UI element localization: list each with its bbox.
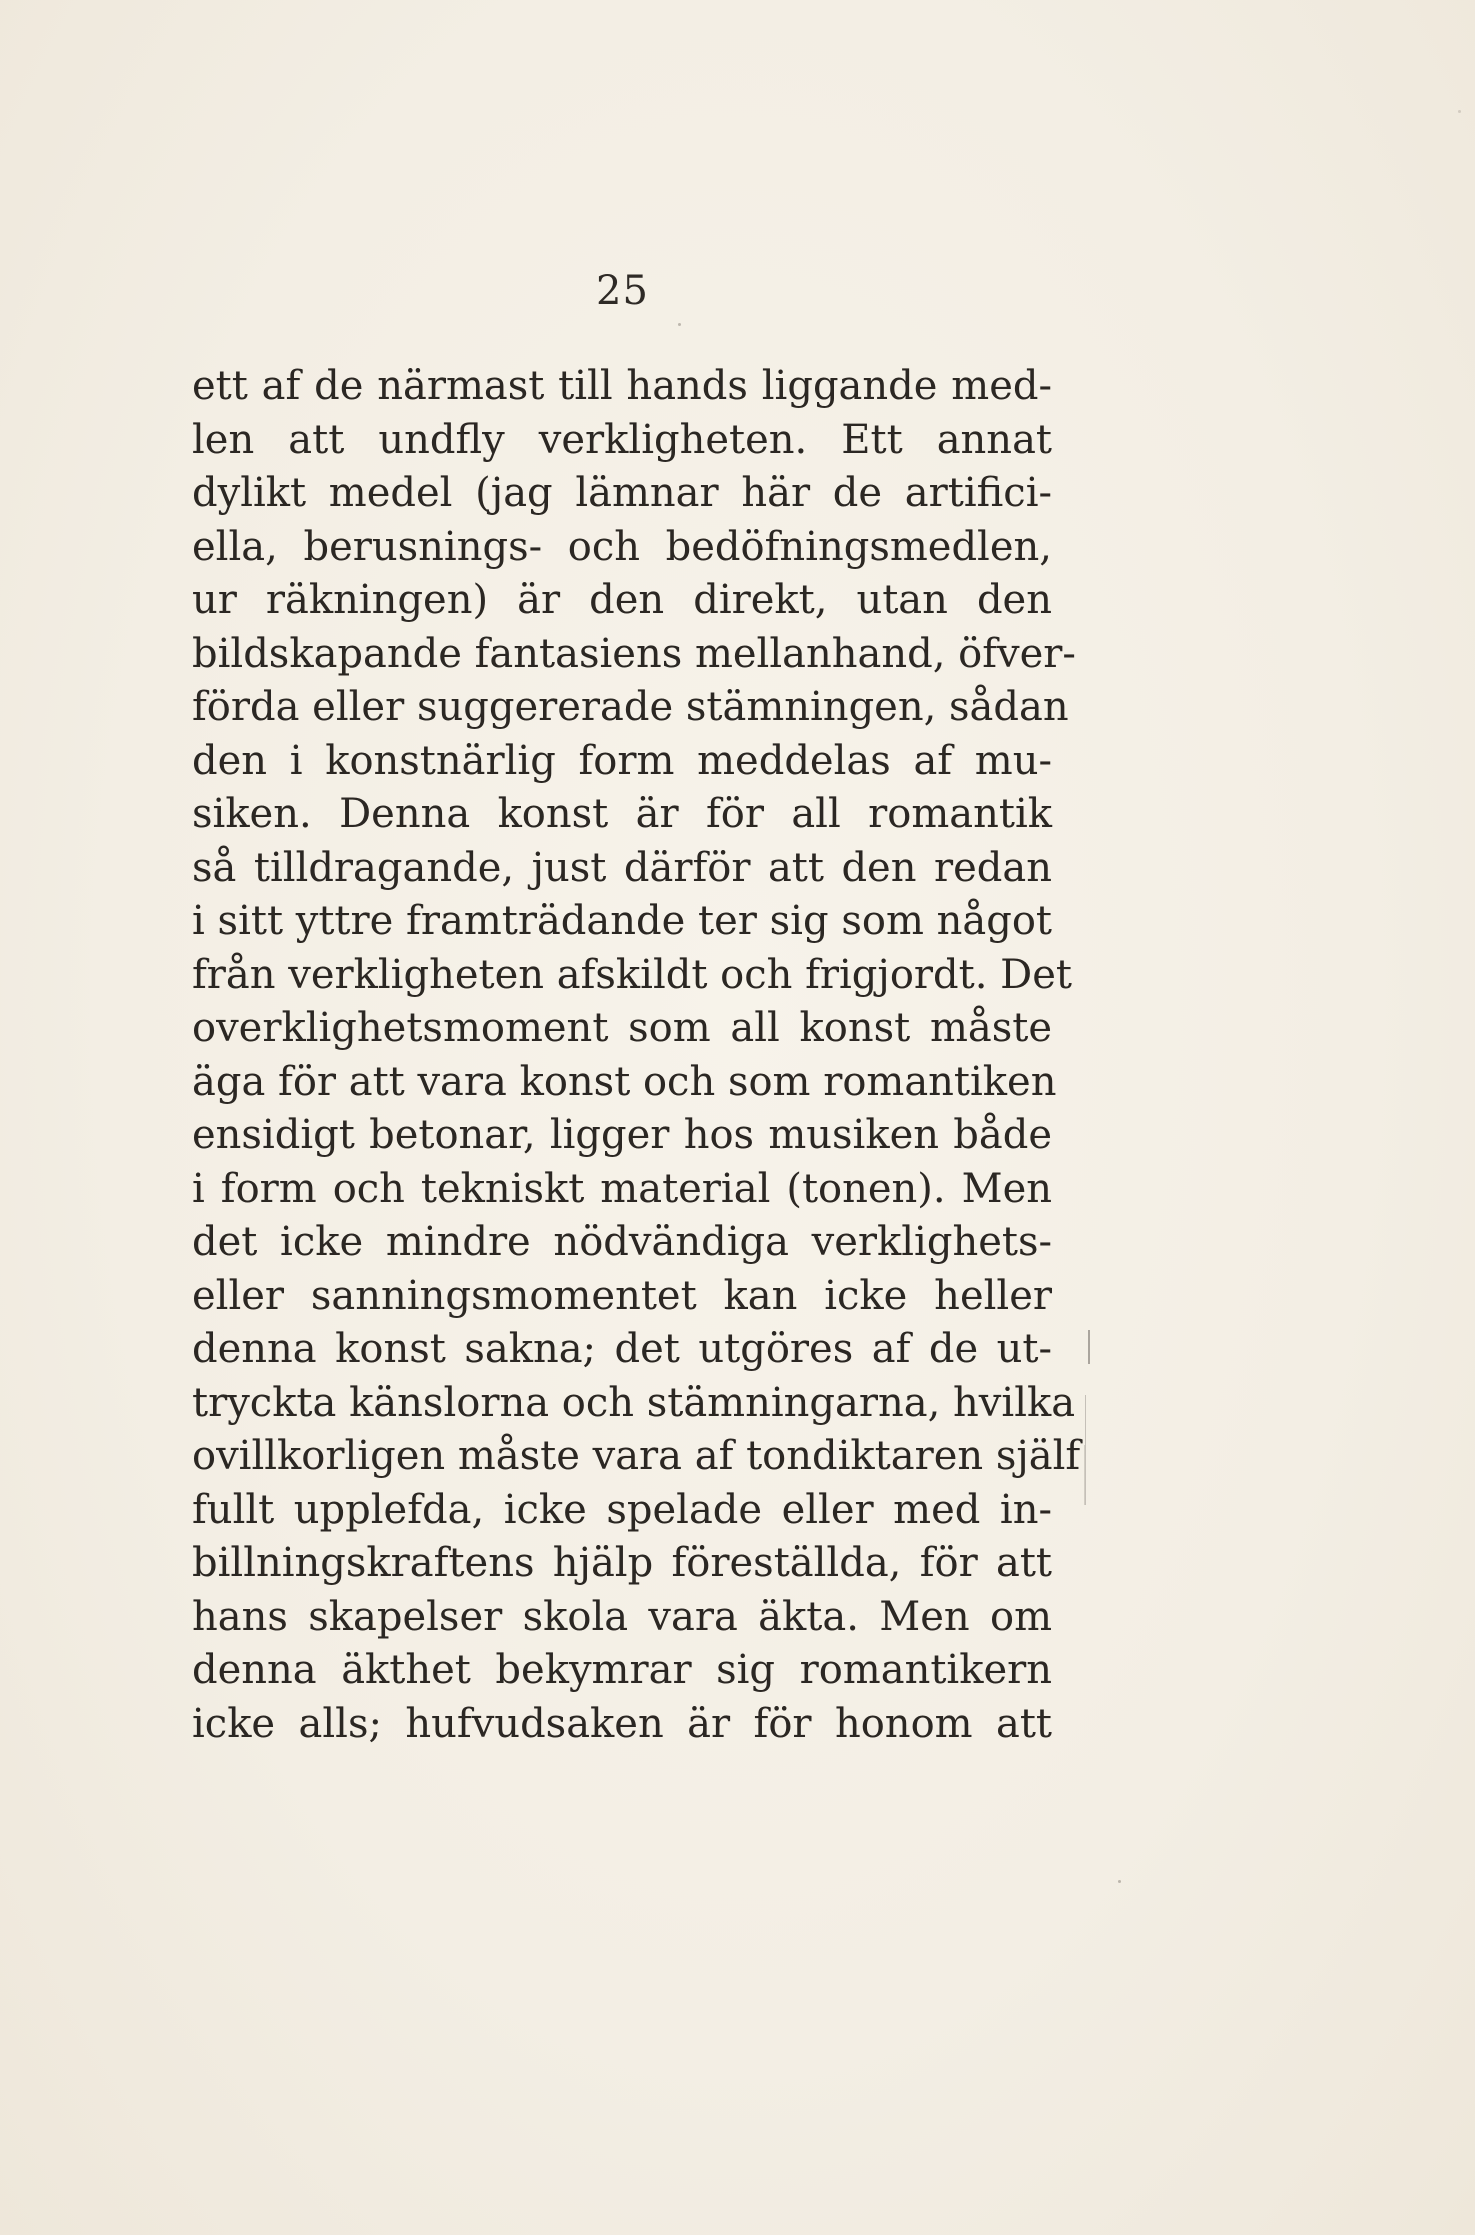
ink-speck — [1458, 110, 1461, 113]
text-line: billningskraftens hjälp föreställda, för att — [192, 1540, 1052, 1586]
margin-pencil-mark — [1088, 1330, 1090, 1364]
margin-pencil-mark — [1084, 1445, 1085, 1505]
margin-pencil-mark — [1085, 1395, 1086, 1505]
text-line: icke alls; hufvudsaken är för honom att — [192, 1700, 1052, 1747]
ink-speck — [1118, 1880, 1121, 1883]
text-line: ovillkorligen måste vara af tondiktaren själf — [192, 1433, 1081, 1479]
text-line: denna konst sakna; det utgöres af de ut- — [192, 1326, 1052, 1372]
body-text — [192, 360, 1081, 1751]
text-line: hans skapelser skola vara äkta. Men om — [192, 1593, 1052, 1640]
text-line: bildskapande fantasiens mellanhand, öfver- — [192, 630, 1076, 677]
text-line: dylikt medel (jag lämnar här de artifici- — [192, 470, 1052, 516]
ink-speck — [678, 323, 681, 326]
text-line: så tilldragande, just därför att den redan — [192, 844, 1052, 891]
text-line: ensidigt betonar, ligger hos musiken både — [192, 1112, 1052, 1158]
text-line: ella, berusnings- och bedöfningsmedlen, — [192, 523, 1052, 570]
text-line: ett af de närmast till hands liggande med- — [192, 363, 1052, 409]
text-line: eller sanningsmomentet kan icke heller — [192, 1272, 1052, 1319]
text-line: i sitt yttre framträdande ter sig som något — [192, 898, 1052, 944]
text-line: denna äkthet bekymrar sig romantikern — [192, 1647, 1052, 1693]
text-line: från verkligheten afskildt och frigjordt. Det — [192, 951, 1072, 998]
text-line: förda eller suggererade stämningen, sådan — [192, 684, 1069, 730]
text-line: äga för att vara konst och som romantiken — [192, 1058, 1057, 1105]
text-line: den i konstnärlig form meddelas af mu- — [192, 737, 1052, 784]
text-line: i form och tekniskt material (tonen). Men — [192, 1165, 1052, 1212]
text-line: ur räkningen) är den direkt, utan den — [192, 577, 1052, 623]
page-number: 25 — [596, 268, 649, 314]
text-line: tryckta känslorna och stämningarna, hvilka — [192, 1379, 1076, 1426]
text-line: overklighetsmoment som all konst måste — [192, 1005, 1052, 1051]
text-line: len att undfly verkligheten. Ett annat — [192, 416, 1052, 463]
text-line: det icke mindre nödvändiga verklighets- — [192, 1219, 1052, 1265]
text-line: siken. Denna konst är för all romantik — [192, 791, 1052, 837]
text-line: fullt upplefda, icke spelade eller med in- — [192, 1486, 1052, 1533]
